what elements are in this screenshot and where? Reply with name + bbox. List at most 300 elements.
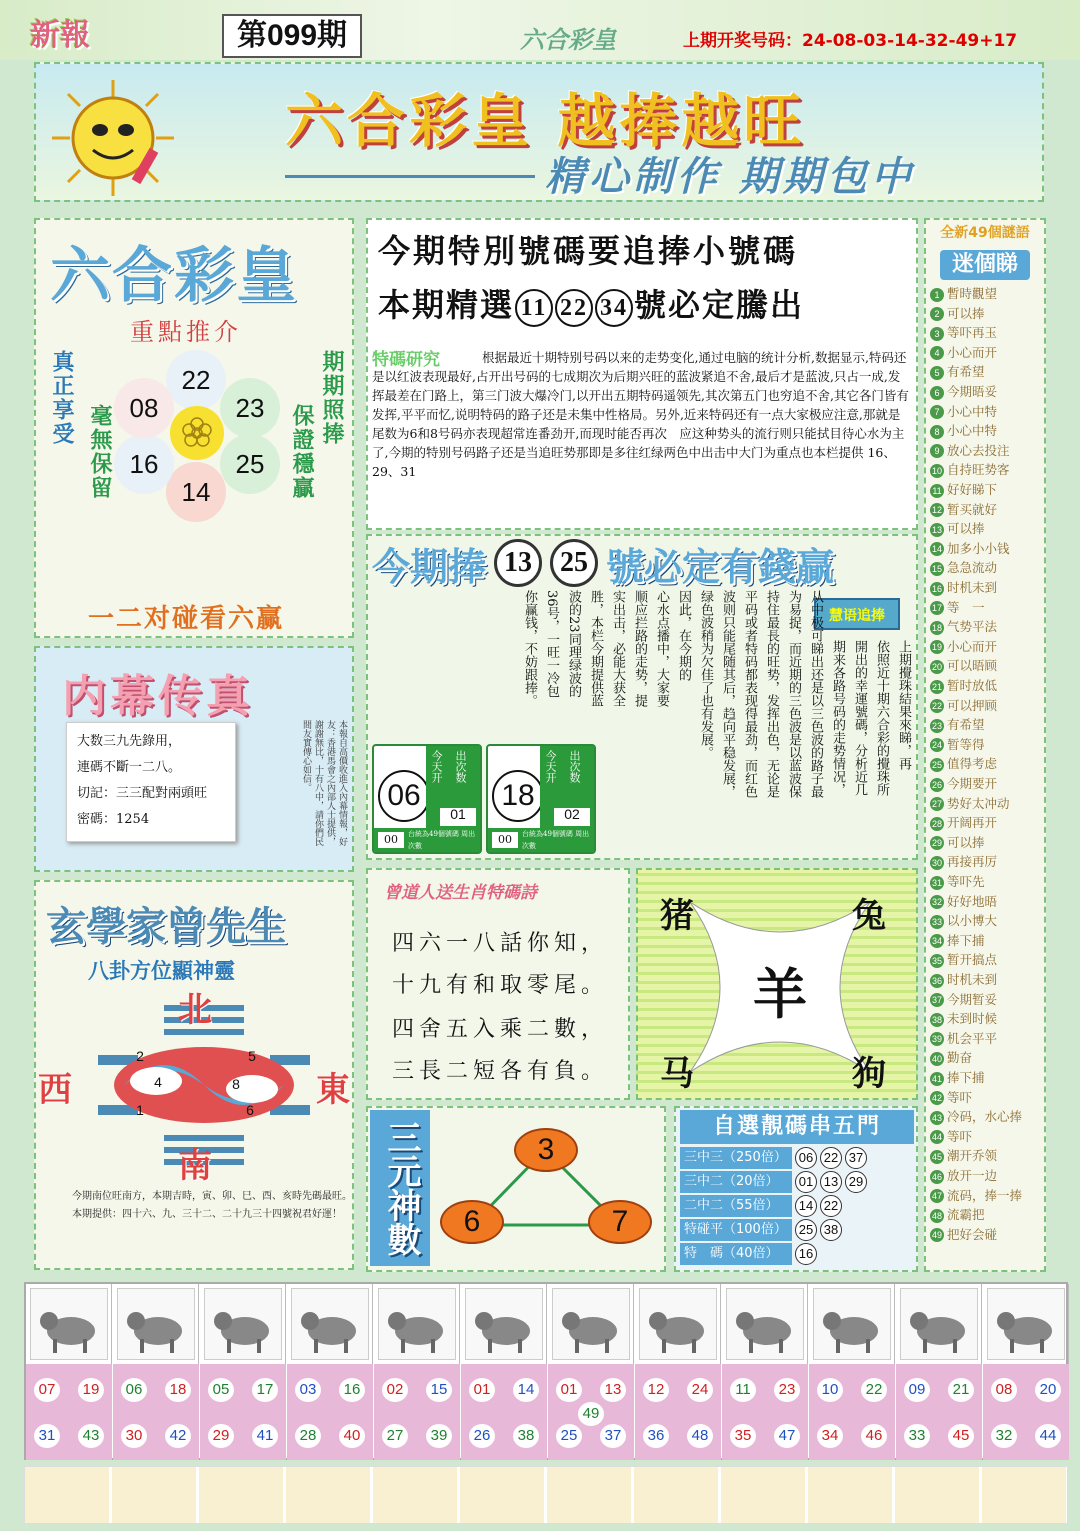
zodiac-number: 28 — [295, 1424, 321, 1448]
riddle-text: 勤奋 — [947, 1050, 973, 1066]
riddle-item — [930, 421, 1042, 440]
pair-line: 一二对碰看六赢 — [88, 604, 285, 634]
riddle-item — [930, 1186, 1042, 1205]
bagua-number: 2 — [136, 1048, 144, 1064]
note-line: 連碼不斷一二八。 — [77, 760, 182, 775]
riddle-item — [930, 1048, 1042, 1067]
riddle-text: 放心去投注 — [947, 442, 1010, 458]
zodiac-number: 21 — [948, 1378, 974, 1402]
zodiac-number: 30 — [121, 1424, 147, 1448]
riddle-index-icon: 15 — [931, 563, 942, 574]
slogan-line — [285, 175, 535, 178]
five-groups-row — [680, 1146, 914, 1170]
money-column-text: 開出的幸運號碼，分析近几 — [852, 640, 867, 796]
count-box-foot — [488, 828, 594, 852]
zodiac-number: 09 — [904, 1378, 930, 1402]
bagua-number: 5 — [248, 1048, 256, 1064]
riddle-text: 有希望 — [947, 717, 985, 733]
riddle-index-icon: 40 — [931, 1053, 942, 1064]
riddle-text: 放开一边 — [947, 1168, 998, 1183]
zodiac-number: 37 — [600, 1424, 626, 1448]
money-column-text: 上期攪珠結果來睇，再 — [896, 640, 911, 770]
mystic-title: 玄學家曾先生 — [46, 904, 286, 950]
riddle-index-icon: 22 — [931, 701, 942, 712]
money-column-text: 依照近十期六合彩的攪珠所 — [874, 640, 889, 796]
riddle-text: 可以捧 — [947, 834, 985, 850]
riddle-index-icon: 34 — [931, 936, 942, 947]
bagua-number: 8 — [232, 1076, 240, 1092]
riddle-text: 加多小小钱 — [947, 540, 1010, 556]
riddle-text: 时机未到 — [947, 580, 998, 595]
zodiac-number-strip — [809, 1364, 895, 1460]
riddle-index-icon: 28 — [931, 818, 942, 829]
money-column-text: 为易捉，而近期的三色波是以蓝波保 — [786, 590, 801, 798]
rooster-icon — [813, 1288, 891, 1360]
riddle-index-icon: 8 — [930, 425, 944, 439]
riddle-index-icon: 10 — [931, 465, 942, 476]
riddle-text: 小心中特 — [947, 423, 998, 439]
count-box-number: 18 — [492, 770, 544, 822]
riddle-index-icon: 32 — [931, 897, 942, 908]
count-box-zero: 00 — [378, 832, 404, 848]
riddle-index-icon: 45 — [931, 1151, 942, 1162]
flower-number: 08 — [114, 378, 174, 438]
riddle-text: 可以晤顾 — [947, 658, 998, 674]
riddle-index-icon: 9 — [930, 444, 944, 458]
zodiac-number: 23 — [774, 1378, 800, 1402]
zodiac-number: 27 — [382, 1424, 408, 1448]
zodiac-number-strip — [287, 1364, 373, 1460]
riddle-item — [930, 931, 1042, 950]
five-groups-number: 22 — [820, 1195, 842, 1217]
rabbit-icon — [291, 1288, 369, 1360]
riddle-text: 自持旺势客 — [947, 462, 1010, 478]
zodiac-number: 29 — [208, 1424, 234, 1448]
zodiac-number: 42 — [165, 1424, 191, 1448]
riddle-index-icon: 33 — [931, 916, 942, 927]
five-groups-row — [680, 1218, 914, 1242]
zodiac-pick-bl: 马 — [660, 1054, 694, 1094]
riddle-text: 等吓 — [947, 1089, 973, 1105]
riddle-index-icon: 3 — [930, 327, 944, 341]
riddle-index-icon: 4 — [930, 346, 944, 360]
zodiac-number: 22 — [861, 1378, 887, 1402]
zodiac-number: 46 — [861, 1424, 887, 1448]
riddle-item — [930, 1009, 1042, 1028]
sun-mascot-icon — [48, 78, 178, 198]
snake-icon — [465, 1288, 543, 1360]
count-box-label: 出次数 — [568, 750, 581, 783]
zodiac-number: 31 — [34, 1424, 60, 1448]
riddle-item — [930, 500, 1042, 519]
riddle-text: 好好地晤 — [947, 893, 998, 909]
riddle-index-icon: 21 — [931, 681, 942, 692]
riddle-item — [930, 1127, 1042, 1146]
riddle-text: 可以押顾 — [947, 697, 998, 713]
riddle-text: 以小博大 — [947, 913, 998, 929]
count-box-panel — [426, 746, 480, 830]
riddle-item — [930, 794, 1042, 813]
zodiac-number: 01 — [469, 1378, 495, 1402]
zodiac-number: 12 — [643, 1378, 669, 1402]
riddle-index-icon: 2 — [930, 307, 944, 321]
riddle-index-icon: 16 — [931, 583, 942, 594]
riddle-text: 气势平法 — [947, 619, 998, 635]
riddle-item — [930, 1088, 1042, 1107]
zodiac-cell — [722, 1284, 808, 1460]
riddle-title-1: 全新49個謎語 — [940, 225, 1030, 241]
riddle-index-icon: 44 — [931, 1132, 942, 1143]
mystic-subtitle: 八卦方位顯神靈 — [88, 959, 235, 983]
zodiac-number: 03 — [295, 1378, 321, 1402]
money-column-text: 期来各路号码的走势情况， — [830, 640, 845, 796]
count-box-foot — [374, 828, 480, 852]
five-groups-label: 三中二（20倍） — [680, 1171, 792, 1193]
riddle-text: 今期要开 — [947, 776, 998, 791]
special-paragraph: 根据最近十期特别号码以来的走势变化,通过电脑的统计分析,数据显示,特码还是以红波表现最好,占开出号码的七成期次为后期兴旺的蓝波紧追不舍,最后才是蓝波,只占一成,发挥最差在门路上，第三门波大爆冷门,以开出五期特码遥领先,其次第五门也穷追不舍,其它各门皆有发挥,平平而忆,说明特码的路子还是未集中性格局。另外,近来特码还有一点大家极应注意,那就是尾数为6和8号码亦表现超常连番劲开,而现时能否再次 应这种势头的流行则只能拭目待心水为主了,今期的特别号码路子还是当追旺势那即是多往红绿两色中出击中大门为重点也本栏提供 16、29、31 — [372, 350, 909, 479]
riddle-item — [930, 715, 1042, 734]
money-column-text: 胜，本栏今期提供蓝 — [588, 590, 603, 707]
zodiac-number: 05 — [208, 1378, 234, 1402]
riddle-index-icon: 13 — [931, 524, 942, 535]
zodiac-cell — [461, 1284, 547, 1460]
zodiac-number: 47 — [774, 1424, 800, 1448]
riddle-text: 有希望 — [947, 364, 985, 380]
zodiac-number: 41 — [252, 1424, 278, 1448]
special-headline-1: 今期特別號碼要追捧小號碼 — [378, 232, 799, 270]
riddle-item — [930, 578, 1042, 597]
riddle-index-icon: 26 — [931, 779, 942, 790]
riddle-text: 可以捧 — [947, 521, 985, 537]
riddle-item — [930, 617, 1042, 636]
poem-title: 曾道人送生肖特碼詩 — [384, 883, 537, 903]
five-groups-row — [680, 1170, 914, 1194]
note-line: 密碼：1254 — [77, 812, 150, 827]
five-groups-number: 38 — [820, 1219, 842, 1241]
five-groups-number: 25 — [795, 1219, 817, 1241]
riddle-title-2: 迷個睇 — [940, 250, 1030, 280]
riddle-index-icon: 27 — [931, 799, 942, 810]
dragon-icon — [378, 1288, 456, 1360]
count-box-foot-text: 台統為49個號碼 周出次數 — [408, 830, 476, 850]
riddle-item — [930, 754, 1042, 773]
zodiac-cell — [26, 1284, 112, 1460]
zodiac-cell — [113, 1284, 199, 1460]
zodiac-number: 15 — [426, 1378, 452, 1402]
five-groups-row — [680, 1242, 914, 1266]
monkey-icon — [726, 1288, 804, 1360]
money-column-text: 绿色波稍为欠佳了也有发展。 — [698, 590, 713, 759]
insider-note — [66, 722, 236, 842]
riddle-index-icon: 24 — [931, 740, 942, 751]
count-box-foot-text: 台統為49個號碼 周出次數 — [522, 830, 590, 850]
zodiac-pick-br: 狗 — [852, 1054, 886, 1094]
zodiac-number: 48 — [687, 1424, 713, 1448]
riddle-text: 暂时放低 — [947, 678, 998, 693]
five-groups-number: 06 — [795, 1147, 817, 1169]
riddle-item — [930, 519, 1042, 538]
riddle-text: 小心而开 — [947, 344, 998, 360]
zodiac-number: 01 — [556, 1378, 582, 1402]
tiger-icon — [204, 1288, 282, 1360]
riddle-item — [930, 460, 1042, 479]
zodiac-number: 32 — [991, 1424, 1017, 1448]
zodiac-number: 20 — [1035, 1378, 1061, 1402]
riddle-index-icon: 49 — [931, 1230, 942, 1241]
bagua-number: 4 — [154, 1074, 162, 1090]
riddle-item — [930, 598, 1042, 617]
riddle-item — [930, 1029, 1042, 1048]
riddle-item — [930, 990, 1042, 1009]
zodiac-number: 34 — [817, 1424, 843, 1448]
special-number: 34 — [595, 289, 633, 327]
money-column-text: 平码或者特码都表现得最劲，而红色 — [742, 590, 757, 798]
riddle-item — [930, 872, 1042, 891]
banner-slogan: 精心制作 期期包中 — [545, 154, 915, 200]
riddle-index-icon: 18 — [931, 622, 942, 633]
riddle-index-icon: 31 — [931, 877, 942, 888]
count-box-value: 01 — [440, 808, 476, 826]
riddle-text: 流霸把 — [947, 1207, 985, 1223]
recommend-subtitle: 重點推介 — [130, 318, 242, 346]
recommend-right-text-1: 期期照捧 — [319, 350, 344, 446]
recommend-title: 六合彩皇 — [50, 241, 298, 311]
riddle-item — [930, 774, 1042, 793]
five-groups-label: 三中三（250倍） — [680, 1147, 792, 1169]
money-tag: 慧语追捧 — [814, 598, 900, 630]
zodiac-cell — [374, 1284, 460, 1460]
zodiac-number: 10 — [817, 1378, 843, 1402]
riddle-item — [930, 1107, 1042, 1126]
goat-icon — [639, 1288, 717, 1360]
sanyuan-right: 7 — [588, 1200, 652, 1244]
zodiac-cell — [635, 1284, 721, 1460]
zodiac-number: 45 — [948, 1424, 974, 1448]
flower-number: 22 — [166, 350, 226, 410]
riddle-index-icon: 35 — [931, 955, 942, 966]
zodiac-number-strip — [896, 1364, 982, 1460]
five-groups-title: 自選靚碼串五門 — [680, 1110, 914, 1144]
riddle-item — [930, 539, 1042, 558]
zodiac-cell — [548, 1284, 634, 1460]
money-pre: 今期捧 — [372, 544, 487, 589]
count-box-panel — [540, 746, 594, 830]
riddle-index-icon: 14 — [931, 544, 942, 555]
brand-small: 六合彩皇 — [520, 26, 616, 54]
zodiac-cell — [287, 1284, 373, 1460]
count-box-label: 出次数 — [454, 750, 467, 783]
rat-icon — [30, 1288, 108, 1360]
riddle-text: 机会平平 — [947, 1030, 998, 1046]
five-groups-number: 22 — [820, 1147, 842, 1169]
zodiac-cell — [200, 1284, 286, 1460]
money-number: 25 — [550, 539, 598, 587]
special-post: 號必定騰出 — [634, 286, 805, 324]
poem-line: 三長二短各有負。 — [392, 1059, 609, 1084]
bagua-number: 6 — [246, 1102, 254, 1118]
note-line: 切記：三三配對兩頭旺 — [77, 786, 208, 801]
zodiac-number: 44 — [1035, 1424, 1061, 1448]
zodiac-number-strip — [548, 1364, 634, 1460]
riddle-index-icon: 25 — [931, 759, 942, 770]
zodiac-pick-tl: 猪 — [660, 896, 694, 936]
flower-number: 14 — [166, 462, 226, 522]
riddle-text: 急急流动 — [947, 560, 998, 576]
riddle-item — [930, 343, 1042, 362]
riddle-index-icon: 29 — [931, 838, 942, 849]
money-post: 號必定有錢贏 — [606, 544, 835, 589]
riddle-text: 好好睇下 — [947, 482, 998, 497]
money-column-text: 顺应拦路的走势，提 — [632, 590, 647, 707]
riddle-item — [930, 323, 1042, 342]
pig-icon — [987, 1288, 1065, 1360]
riddle-item — [930, 735, 1042, 754]
riddle-text: 捧下捕 — [947, 932, 985, 948]
five-groups-label: 二中二（55倍） — [680, 1195, 792, 1217]
riddle-text: 开阔再开 — [947, 815, 998, 831]
zodiac-number: 43 — [78, 1424, 104, 1448]
sanyuan-title: 三元神數 — [370, 1110, 430, 1266]
recommend-left-text-2: 毫無保留 — [87, 404, 112, 500]
riddle-index-icon: 30 — [931, 857, 942, 868]
riddle-text: 把好会碰 — [947, 1226, 998, 1242]
riddle-text: 今期晤妥 — [947, 384, 998, 399]
zodiac-number: 26 — [469, 1424, 495, 1448]
zodiac-number: 13 — [600, 1378, 626, 1402]
riddle-text: 暂开搞点 — [947, 952, 998, 968]
riddle-item — [930, 382, 1042, 401]
money-column-text: 实出击，必能大获全 — [610, 590, 625, 707]
riddle-item — [930, 1068, 1042, 1087]
riddle-item — [930, 696, 1042, 715]
riddle-item — [930, 833, 1042, 852]
money-column-text: 心水点播中，大家要 — [654, 590, 669, 707]
riddle-item — [930, 1166, 1042, 1185]
compass-east: 東 — [316, 1070, 350, 1110]
dog-icon — [900, 1288, 978, 1360]
zodiac-number-strip — [722, 1364, 808, 1460]
note-line: 大数三九先錄用， — [77, 734, 182, 749]
zodiac-number: 19 — [78, 1378, 104, 1402]
five-groups-label: 特 碼（40倍） — [680, 1243, 792, 1265]
riddle-item — [930, 441, 1042, 460]
zodiac-number-strip — [461, 1364, 547, 1460]
riddle-index-icon: 41 — [931, 1073, 942, 1084]
ox-icon — [117, 1288, 195, 1360]
new-badge: 新報 — [30, 18, 90, 53]
riddle-text: 今期暂妥 — [947, 991, 998, 1007]
riddle-text: 等吓 — [947, 1128, 973, 1144]
riddle-index-icon: 1 — [930, 288, 944, 302]
riddle-text: 流码，捧一捧 — [947, 1187, 1023, 1203]
five-groups-number: 29 — [845, 1171, 867, 1193]
zodiac-cell — [809, 1284, 895, 1460]
riddle-item — [930, 362, 1042, 381]
issue-number: 第099期 — [222, 14, 362, 58]
riddle-index-icon: 46 — [931, 1171, 942, 1182]
riddle-item — [930, 970, 1042, 989]
riddle-text: 捧下捕 — [947, 1070, 985, 1085]
zodiac-cell — [983, 1284, 1069, 1460]
footer-rows — [24, 1466, 1068, 1524]
riddle-text: 势好太冲动 — [947, 795, 1010, 811]
zodiac-number: 06 — [121, 1378, 147, 1402]
zodiac-number: 24 — [687, 1378, 713, 1402]
riddle-text: 等 一 — [947, 599, 985, 615]
five-groups-number: 01 — [795, 1171, 817, 1193]
riddle-index-icon: 48 — [931, 1210, 942, 1221]
special-headline-2 — [378, 280, 908, 328]
zodiac-number: 36 — [643, 1424, 669, 1448]
riddle-text: 再接再厉 — [947, 854, 998, 870]
banner-headline: 六合彩皇 越捧越旺 — [285, 87, 806, 155]
poem-line: 四六一八話你知， — [392, 931, 609, 956]
special-pre: 本期精選 — [378, 286, 515, 324]
zodiac-number: 38 — [513, 1424, 539, 1448]
riddle-index-icon: 23 — [931, 720, 942, 731]
count-box-number: 06 — [378, 770, 430, 822]
money-column-text: 波的23同理绿波的 — [566, 590, 581, 698]
zodiac-number: 07 — [34, 1378, 60, 1402]
riddle-item — [930, 950, 1042, 969]
zodiac-number-strip — [635, 1364, 721, 1460]
money-column-text: 持住最長的旺势，发挥出色，无论是 — [764, 590, 779, 798]
riddle-item — [930, 304, 1042, 323]
flower-center-icon — [168, 404, 226, 462]
money-column-text: 波则只能尾随其后，趋向平稳发展， — [720, 590, 735, 798]
special-number: 22 — [555, 289, 593, 327]
zodiac-number: 33 — [904, 1424, 930, 1448]
mystic-note: 今期南位旺南方，本期吉時，寅、卯、巳、酉、亥時先碼最旺。本期提供：四十六、九、三十二、二十九三十四號祝君好運！ — [72, 1191, 352, 1220]
five-groups-number: 13 — [820, 1171, 842, 1193]
riddle-text: 冷码，水心捧 — [947, 1109, 1023, 1125]
zodiac-number: 25 — [556, 1424, 582, 1448]
riddle-text: 潮开乔领 — [947, 1148, 998, 1164]
recommend-left-text-1: 真正享受 — [49, 350, 74, 446]
riddle-item — [930, 852, 1042, 871]
count-box — [486, 744, 596, 854]
riddle-item — [930, 813, 1042, 832]
riddle-index-icon: 11 — [930, 484, 944, 498]
flower-number: 25 — [220, 434, 280, 494]
zodiac-pick-center: 羊 — [753, 962, 807, 1026]
zodiac-number: 39 — [426, 1424, 452, 1448]
zodiac-number: 08 — [991, 1378, 1017, 1402]
riddle-item — [930, 676, 1042, 695]
research-tag: 特碼研究 — [372, 350, 440, 370]
riddle-text: 可以捧 — [947, 305, 985, 321]
zodiac-number: 11 — [730, 1378, 756, 1402]
riddle-index-icon: 12 — [931, 505, 942, 516]
riddle-text: 值得考虑 — [947, 756, 998, 772]
riddle-index-icon: 17 — [931, 603, 942, 614]
riddle-text: 等吓先 — [947, 874, 985, 889]
riddle-item — [930, 656, 1042, 675]
zodiac-number-strip — [983, 1364, 1069, 1460]
special-number: 11 — [515, 289, 553, 327]
riddle-item — [930, 1146, 1042, 1165]
zodiac-number: 02 — [382, 1378, 408, 1402]
riddle-text: 暂买就好 — [947, 501, 998, 517]
count-box-value: 02 — [554, 808, 590, 826]
riddle-index-icon: 42 — [931, 1093, 942, 1104]
sanyuan-left: 6 — [440, 1200, 504, 1244]
riddle-text: 暫時觀望 — [947, 286, 998, 301]
zodiac-number-strip — [26, 1364, 112, 1460]
riddle-index-icon: 39 — [931, 1034, 942, 1045]
riddle-text: 暂等得 — [947, 736, 985, 752]
five-groups-number: 14 — [795, 1195, 817, 1217]
